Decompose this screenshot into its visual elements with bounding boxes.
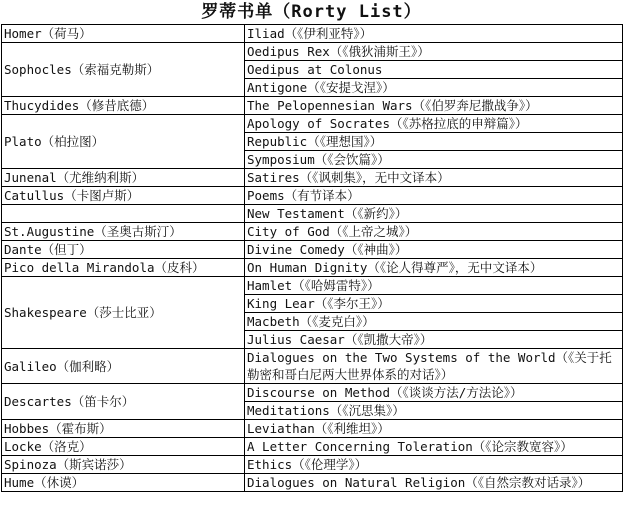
table-row xyxy=(2,277,623,295)
work-cell: Divine Comedy（《神曲》） xyxy=(245,241,623,259)
table-row xyxy=(2,97,623,115)
table-row xyxy=(2,169,623,187)
author-cell: Catullus（卡图卢斯） xyxy=(2,187,245,205)
work-cell: Meditations（《沉思集》） xyxy=(245,402,623,420)
table-row xyxy=(2,25,623,43)
table-row xyxy=(2,205,623,223)
table-row xyxy=(2,474,623,492)
author-cell: Hobbes（霍布斯） xyxy=(2,420,245,438)
table-row xyxy=(2,115,623,133)
work-cell: Iliad（《伊利亚特》） xyxy=(245,25,623,43)
table-row xyxy=(2,187,623,205)
work-cell: Apology of Socrates（《苏格拉底的申辩篇》） xyxy=(245,115,623,133)
author-cell: Dante（但丁） xyxy=(2,241,245,259)
author-cell: Spinoza（斯宾诺莎） xyxy=(2,456,245,474)
table-row xyxy=(2,438,623,456)
author-cell: St.Augustine（圣奥古斯汀） xyxy=(2,223,245,241)
work-cell: King Lear（《李尔王》） xyxy=(245,295,623,313)
author-cell: Galileo（伽利略） xyxy=(2,349,245,384)
work-cell: City of God（《上帝之城》） xyxy=(245,223,623,241)
work-cell: Macbeth（《麦克白》） xyxy=(245,313,623,331)
author-cell: Sophocles（索福克勒斯） xyxy=(2,43,245,97)
table-row xyxy=(2,43,623,61)
work-cell: The Pelopennesian Wars（《伯罗奔尼撒战争》） xyxy=(245,97,623,115)
table-row xyxy=(2,456,623,474)
work-cell: Hamlet（《哈姆雷特》） xyxy=(245,277,623,295)
author-cell: Shakespeare（莎士比亚） xyxy=(2,277,245,349)
table-row xyxy=(2,241,623,259)
work-cell: Republic（《理想国》） xyxy=(245,133,623,151)
work-cell: Oedipus at Colonus xyxy=(245,61,623,79)
work-cell: Symposium（《会饮篇》） xyxy=(245,151,623,169)
table-row xyxy=(2,223,623,241)
author-cell: Homer（荷马） xyxy=(2,25,245,43)
table-row xyxy=(2,384,623,402)
author-cell: Locke（洛克） xyxy=(2,438,245,456)
work-cell: Antigone（《安提戈涅》） xyxy=(245,79,623,97)
table-row xyxy=(2,420,623,438)
author-cell: Descartes（笛卡尔） xyxy=(2,384,245,420)
author-cell xyxy=(2,205,245,223)
author-cell: Pico della Mirandola（皮科） xyxy=(2,259,245,277)
work-cell: Julius Caesar（《凯撒大帝》） xyxy=(245,331,623,349)
table-title: 罗蒂书单（Rorty List） xyxy=(201,2,422,22)
work-cell: Leviathan（《利维坦》） xyxy=(245,420,623,438)
author-cell: Plato（柏拉图） xyxy=(2,115,245,169)
work-cell: New Testament（《新约》） xyxy=(245,205,623,223)
work-cell: Dialogues on the Two Systems of the World（《关于托勒密和哥白尼两大世界体系的对话》） xyxy=(245,349,623,384)
work-cell: Discourse on Method（《谈谈方法/方法论》） xyxy=(245,384,623,402)
work-cell: Poems（有节译本） xyxy=(245,187,623,205)
work-cell: A Letter Concerning Toleration（《论宗教宽容》） xyxy=(245,438,623,456)
work-cell: Satires（《讽刺集》，无中文译本） xyxy=(245,169,623,187)
work-cell: Ethics（《伦理学》） xyxy=(245,456,623,474)
table-body xyxy=(2,25,623,492)
author-cell: Hume（休谟） xyxy=(2,474,245,492)
reading-list-table xyxy=(1,24,623,492)
author-cell: Thucydides（修昔底德） xyxy=(2,97,245,115)
author-cell: Junenal（尤维纳利斯） xyxy=(2,169,245,187)
work-cell: Dialogues on Natural Religion（《自然宗教对话录》） xyxy=(245,474,623,492)
table-row xyxy=(2,349,623,384)
work-cell: On Human Dignity（《论人得尊严》，无中文译本） xyxy=(245,259,623,277)
work-cell: Oedipus Rex（《俄狄浦斯王》） xyxy=(245,43,623,61)
table-row xyxy=(2,259,623,277)
